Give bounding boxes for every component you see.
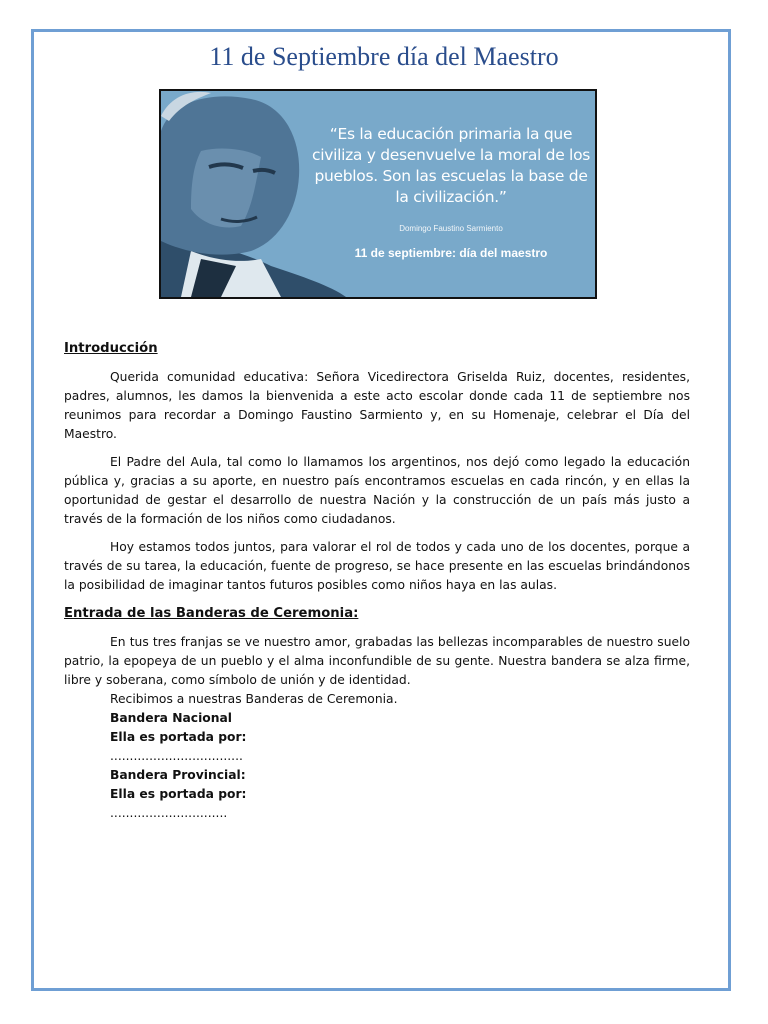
banner-quote: “Es la educación primaria la que civiliza y desenvuelve la moral de los pueblos. Son las escuelas la base de la civilización.” [311,125,591,206]
page-title: 11 de Septiembre día del Maestro [209,42,559,71]
banner-date-line: 11 de septiembre: día del maestro [354,246,548,260]
national-carried-by-label: Ella es portada por: [110,730,247,744]
intro-heading: Introducción [64,341,158,356]
flags-heading [64,604,690,623]
document-body [64,339,690,823]
intro-paragraph-3: Hoy estamos todos juntos, para valorar el rol de todos y cada uno de los docentes, porque a través de su tarea, la educación, fuente de progreso, se hace presente en las escuelas brindándonos la posibilidad de imaginar tantos futuros posibles como niños haya en las aulas. [64,540,690,592]
national-flag-label: Bandera Nacional [110,711,233,725]
intro-paragraph-2: El Padre del Aula, tal como lo llamamos los argentinos, nos dejó como legado la educación pública y, gracias a su aporte, en nuestro país encontramos escuelas en cada rincón, y en ellas la oportunidad de gestar el desarrollo de nuestra Nación y la construcción de un país más justo a través de la formación de los niños como ciudadanos. [64,455,690,526]
flags-heading-text: Entrada de las Banderas de Ceremonia: [64,606,359,621]
flags-paragraph: En tus tres franjas se ve nuestro amor, grabadas las bellezas incomparables de nuestro suelo patrio, la epopeya de un pueblo y el alma inconfundible de su gente. Nuestra bandera se alza firme, libre y soberana, como símbolo de unión y de identidad. [64,635,690,687]
provincial-carrier-blank: .............................. [110,806,228,820]
provincial-flag-label: Bandera Provincial: [110,768,246,782]
intro-paragraph-1: Querida comunidad educativa: Señora Vicedirectora Griselda Ruiz, docentes, residentes, padres, alumnos, les damos la bienvenida a este acto escolar donde cada 11 de septiembre nos reunimos para recordar a Domingo Faustino Sarmiento y, en su Homenaje, celebrar el Día del Maestro. [64,370,690,441]
national-carrier-blank: .................................. [110,749,243,763]
sarmiento-banner [159,89,597,299]
banner-author: Domingo Faustino Sarmiento [399,224,503,233]
provincial-carried-by-label: Ella es portada por: [110,787,247,801]
flags-receive-line: Recibimos a nuestras Banderas de Ceremonia. [110,692,398,706]
